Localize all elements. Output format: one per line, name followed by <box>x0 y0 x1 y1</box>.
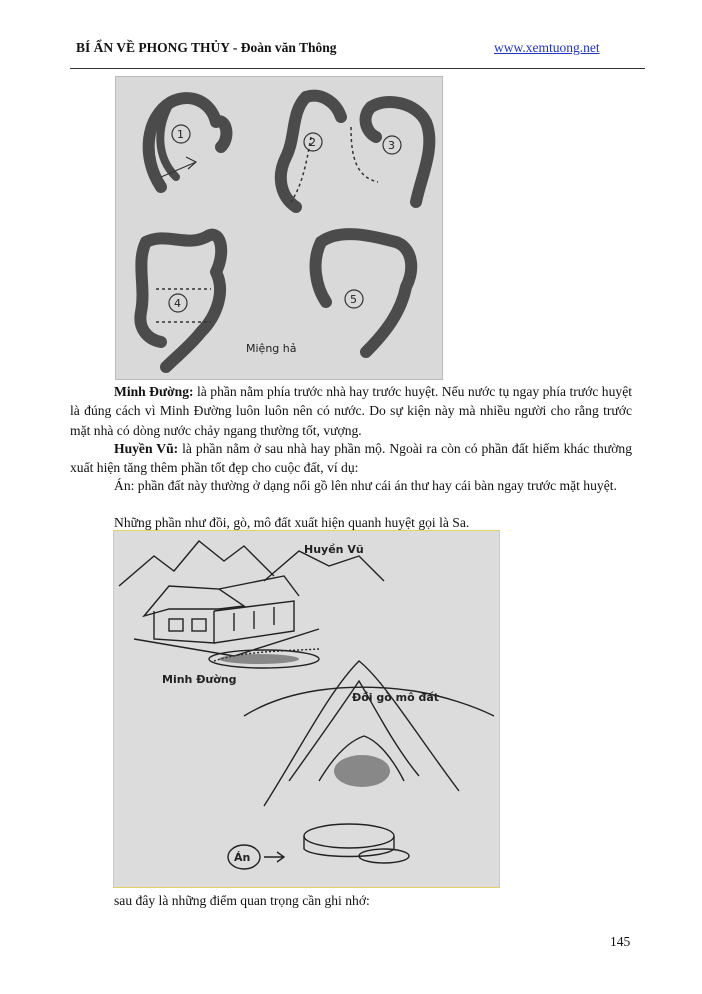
header-title: BÍ ẨN VỀ PHONG THỦY - Đoàn văn Thông <box>76 40 337 55</box>
arrow-icon <box>264 852 284 862</box>
label-doi-go: Đồi gò mô đất <box>352 691 440 704</box>
shape-2 <box>281 97 306 207</box>
paragraph-huyen-vu-text: là phần nằm ở sau nhà hay phần mộ. Ngoài ra còn có phần đất hiếm khác thường xuất hiện tăng thêm phần tốt đẹp cho cuộc đất, ví dụ: <box>70 441 632 476</box>
term-minh-duong: Minh Đường: <box>114 384 194 399</box>
house-roof <box>144 586 244 616</box>
shape-number-4: 4 <box>174 297 181 310</box>
paragraph-huyen-vu <box>70 439 632 478</box>
page-number: 145 <box>610 934 631 949</box>
shape-number-5: 5 <box>350 293 357 306</box>
paragraph-closing: sau đây là những điểm quan trọng cần ghi nhớ: <box>114 893 370 908</box>
shape-5 <box>321 234 411 352</box>
header-link[interactable]: www.xemtuong.net <box>494 40 600 55</box>
label-minh-duong: Minh Đường <box>162 673 237 686</box>
shape-number-1: 1 <box>177 128 184 141</box>
paragraph-minh-duong-text: là phần nằm phía trước nhà hay trước huyệt. Nếu nước tụ ngay phía trước huyệt là đúng cách vì Minh Đường luôn luôn nên có nước. Do sự kiện này mà nhiều người cho rằng trước mặt nhà có dòng nước chảy ngang thường tốt, vượng. <box>70 384 633 438</box>
header-divider <box>70 68 645 69</box>
paragraph-an: Án: phần đất này thường ở dạng nổi gồ lên như cái án thư hay cái bàn ngay trước mặt huyệt. <box>114 478 617 493</box>
label-an: Án <box>234 851 251 864</box>
back-mountain <box>119 541 274 586</box>
shape-number-2: 2 <box>309 136 316 149</box>
figure-embrace-sketches <box>115 76 443 380</box>
term-huyen-vu: Huyền Vũ: <box>114 441 179 456</box>
shape-number-3: 3 <box>388 139 395 152</box>
desk-mound <box>304 824 394 848</box>
figure-landscape-sketch <box>113 530 500 888</box>
shape-3 <box>371 102 429 202</box>
figure1-caption: Miệng hả <box>246 342 297 355</box>
label-huyen-vu: Huyền Vũ <box>304 543 364 556</box>
paragraph-sa: Những phần như đồi, gò, mô đất xuất hiện quanh huyệt gọi là Sa. <box>114 515 470 530</box>
paragraph-minh-duong <box>70 382 632 440</box>
